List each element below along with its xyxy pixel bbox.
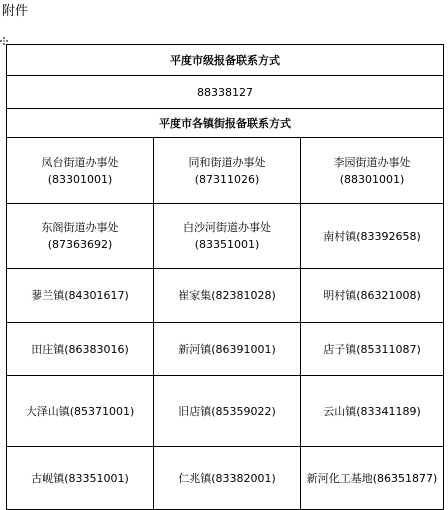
- town-entry: 新河镇(86391001): [178, 342, 276, 356]
- table-cell: [7, 269, 154, 323]
- table-row: [7, 447, 444, 510]
- office-name: 同和街道办事处: [188, 155, 266, 169]
- table-row: [7, 204, 444, 269]
- table-cell: [301, 269, 444, 323]
- town-entry: 蓼兰镇(84301617): [31, 289, 129, 302]
- table-row: [7, 376, 444, 447]
- table-cell: [7, 323, 154, 376]
- table-cell: [301, 376, 444, 447]
- municipal-phone: 88338127: [7, 76, 444, 109]
- municipal-phone-row: [7, 76, 444, 109]
- table-cell: [301, 323, 444, 376]
- table-cell: [154, 269, 301, 323]
- table-cell: [301, 447, 444, 510]
- table-cell: [301, 204, 444, 269]
- table-cell: [154, 204, 301, 269]
- contact-table: [6, 44, 444, 510]
- town-entry: 新河化工基地(86351877): [306, 471, 438, 485]
- town-entry: 云山镇(83341189): [323, 404, 421, 418]
- table-cell: [7, 376, 154, 447]
- municipal-title: 平度市级报备联系方式: [7, 45, 444, 76]
- office-phone: (87311026): [194, 172, 260, 186]
- attachment-label: 附件: [2, 4, 29, 19]
- table-row: [7, 323, 444, 376]
- towns-title-row: [7, 109, 444, 138]
- town-entry: 旧店镇(85359022): [178, 404, 276, 418]
- towns-title: 平度市各镇街报备联系方式: [7, 109, 444, 138]
- municipal-title-row: [7, 45, 444, 76]
- town-entry: 店子镇(85311087): [323, 342, 421, 356]
- town-entry: 大泽山镇(85371001): [25, 404, 135, 418]
- town-entry: 崔家集(82381028): [178, 289, 276, 302]
- table-row: [7, 138, 444, 204]
- table-cell: [154, 138, 301, 204]
- table-cell: [154, 323, 301, 376]
- town-entry: 古岘镇(83351001): [31, 471, 129, 485]
- town-entry: 田庄镇(86383016): [31, 342, 129, 356]
- table-cell: [7, 204, 154, 269]
- office-name: 李园街道办事处: [333, 155, 411, 169]
- office-name: 凤台街道办事处: [41, 155, 119, 169]
- town-entry: 南村镇(83392658): [323, 229, 421, 243]
- office-name: 白沙河街道办事处: [183, 221, 271, 234]
- town-entry: 明村镇(86321008): [323, 289, 421, 302]
- office-phone: (87363692): [47, 238, 113, 251]
- office-phone: (88301001): [339, 172, 405, 186]
- table-cell: [154, 447, 301, 510]
- office-name: 东阁街道办事处: [41, 221, 119, 234]
- office-phone: (83301001): [47, 172, 113, 186]
- table-cell: [7, 447, 154, 510]
- office-phone: (83351001): [194, 238, 260, 251]
- table-cell: [7, 138, 154, 204]
- table-cell: [301, 138, 444, 204]
- table-row: [7, 269, 444, 323]
- town-entry: 仁兆镇(83382001): [178, 471, 276, 485]
- table-cell: [154, 376, 301, 447]
